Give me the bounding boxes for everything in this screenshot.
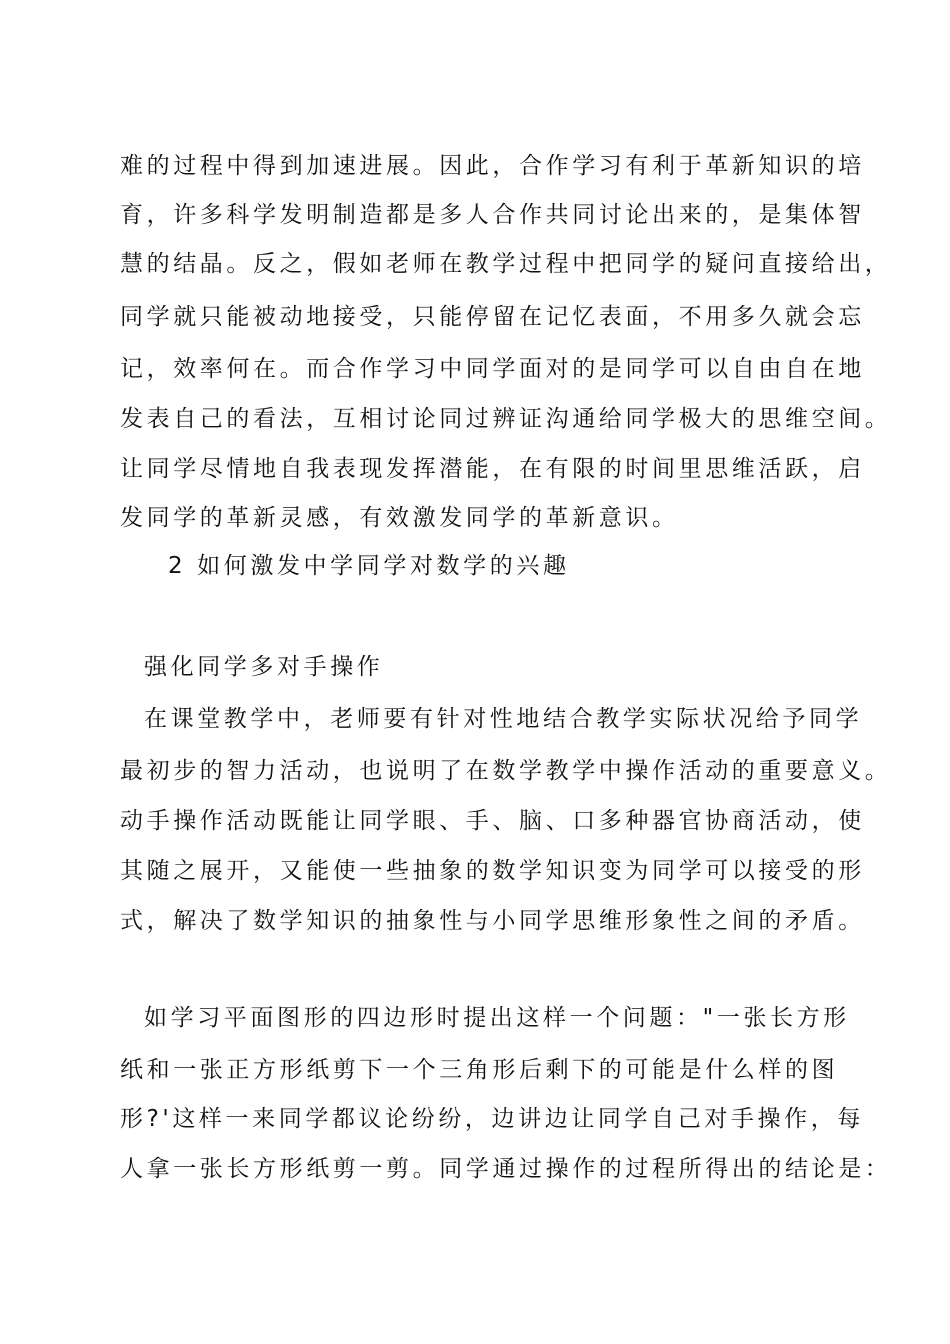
paragraph-line: 慧的结晶。反之，假如老师在教学过程中把同学的疑问直接给出， [120,251,892,277]
paragraph-line: 如学习平面图形的四边形时提出这样一个问题："一张长方形 [144,1005,850,1031]
paragraph-line: 育，许多科学发明制造都是多人合作共同讨论出来的，是集体智 [120,202,865,228]
paragraph-line: 难的过程中得到加速进展。因此，合作学习有利于革新知识的培 [120,153,865,179]
paragraph-line: 动手操作活动既能让同学眼、手、脑、口多种器官协商活动，使 [120,808,865,834]
section-heading: 2 如何激发中学同学对数学的兴趣 [168,553,570,579]
paragraph-line: 发表自己的看法，互相讨论同过辨证沟通给同学极大的思维空间。 [120,406,892,432]
paragraph-line: 在课堂教学中，老师要有针对性地结合教学实际状况给予同学 [144,706,863,732]
paragraph-line: 同学就只能被动地接受，只能停留在记忆表面，不用多久就会忘 [120,304,865,330]
subsection-heading: 强化同学多对手操作 [144,654,384,680]
paragraph-line: 记，效率何在。而合作学习中同学面对的是同学可以自由自在地 [120,356,865,382]
paragraph-line: 人拿一张长方形纸剪一剪。同学通过操作的过程所得出的结论是： [120,1156,892,1182]
paragraph-line: 形?'这样一来同学都议论纷纷，边讲边让同学自己对手操作，每 [120,1106,864,1132]
paragraph-line: 纸和一张正方形纸剪下一个三角形后剩下的可能是什么样的图 [120,1057,839,1083]
paragraph-line: 式，解决了数学知识的抽象性与小同学思维形象性之间的矛盾。 [120,908,865,934]
paragraph-line: 让同学尽情地自我表现发挥潜能，在有限的时间里思维活跃，启 [120,456,865,482]
paragraph-line: 发同学的革新灵感，有效激发同学的革新意识。 [120,505,679,531]
paragraph-line: 其随之展开，又能使一些抽象的数学知识变为同学可以接受的形 [120,858,865,884]
paragraph-line: 最初步的智力活动，也说明了在数学教学中操作活动的重要意义。 [120,758,892,784]
